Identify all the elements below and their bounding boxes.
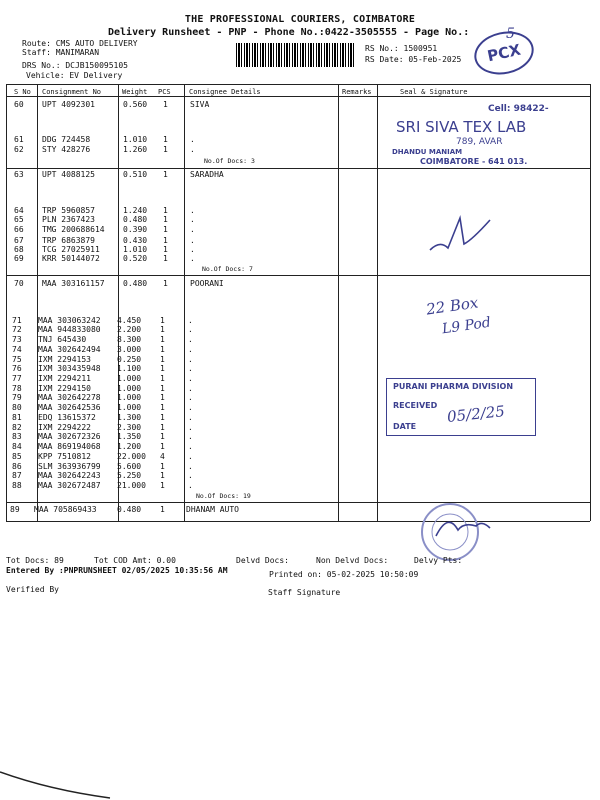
delivery-points: Delvy Pts: [414,556,463,565]
row-consignment: UPT 4092301 [42,100,95,109]
row-consignment: KPP 7510812 [38,452,91,461]
route-label: Route: CMS AUTO DELIVERY [22,39,138,48]
row-consignee: SIVA [190,100,210,109]
row-sno: 70 [14,279,24,288]
row-sno: 83 [12,432,22,441]
row-consignee: . [190,236,195,245]
row-sno: 72 [12,325,22,334]
row-weight: 0.480 [117,505,142,514]
row-pcs: 1 [160,384,165,393]
group-divider [6,275,590,276]
row-pcs: 1 [160,462,165,471]
row-sno: 74 [12,345,22,354]
row-pcs: 1 [160,413,165,422]
row-consignee: . [188,355,193,364]
row-pcs: 1 [163,245,168,254]
row-weight: 1.000 [117,403,142,412]
row-weight: 0.560 [123,100,148,109]
row-sno: 60 [14,100,24,109]
row-consignment: MAA 303161157 [42,279,105,288]
row-sno: 73 [12,335,22,344]
row-pcs: 1 [160,403,165,412]
row-weight: 3.000 [117,345,142,354]
row-consignment: TCG 27025911 [42,245,100,254]
row-consignee: . [188,345,193,354]
row-pcs: 1 [160,432,165,441]
row-consignment: MAA 944833080 [38,325,101,334]
row-weight: 1.350 [117,432,142,441]
poorani-stamp-received: RECEIVED [393,401,438,410]
row-pcs: 1 [160,345,165,354]
siva-stamp-city: COIMBATORE - 641 013. [420,157,528,166]
row-pcs: 1 [160,505,165,514]
row-consignment: IXM 303435948 [38,364,101,373]
row-weight: 0.520 [123,254,148,263]
row-weight: 0.510 [123,170,148,179]
row-sno: 62 [14,145,24,154]
vehicle-label: Vehicle: EV Delivery [26,71,123,80]
row-consignment: EDQ 13615372 [38,413,96,422]
column-header-consignment: Consignment No [42,88,102,96]
handwritten-box-count: 22 Box [425,293,480,319]
column-header-pcs: PCS [158,88,171,96]
row-weight: 1.010 [123,245,148,254]
row-pcs: 1 [163,279,168,288]
table-top-border [6,84,590,85]
row-sno: 79 [12,393,22,402]
row-consignee: . [188,384,193,393]
row-sno: 82 [12,423,22,432]
row-pcs: 1 [163,206,168,215]
signature-saradha [420,210,500,260]
row-consignment: IXM 2294211 [38,374,91,383]
row-consignee: . [188,374,193,383]
row-consignment: PLN 2367423 [42,215,95,224]
row-sno: 80 [12,403,22,412]
row-pcs: 1 [160,481,165,490]
row-weight: 2.200 [117,325,142,334]
row-sno: 87 [12,471,22,480]
row-pcs: 1 [160,335,165,344]
table-header-border [6,96,590,97]
row-consignment: TNJ 645430 [38,335,87,344]
staff-signature: Staff Signature [268,588,341,597]
row-consignee: SARADHA [190,170,224,179]
row-pcs: 1 [160,374,165,383]
row-consignee: . [188,335,193,344]
row-weight: 5.250 [117,471,142,480]
row-pcs: 1 [163,170,168,179]
column-header-sno: S No [14,88,31,96]
row-sno: 78 [12,384,22,393]
column-header-consignee: Consignee Details [189,88,261,96]
siva-stamp-address: 789, AVAR [456,137,503,147]
row-sno: 75 [12,355,22,364]
row-weight: 5.600 [117,462,142,471]
row-consignee: . [188,316,193,325]
row-pcs: 1 [163,135,168,144]
row-pcs: 1 [160,364,165,373]
entered-by: Entered By :PNPRUNSHEET 02/05/2025 10:35:56 AM [6,566,228,575]
handwritten-pod-note: L9 Pod [441,314,492,338]
row-sno: 77 [12,374,22,383]
row-pcs: 1 [163,225,168,234]
company-title: THE PROFESSIONAL COURIERS, COIMBATORE [184,14,416,25]
row-weight: 0.480 [123,279,148,288]
row-consignee: . [188,413,193,422]
docs-count: No.Of Docs: 7 [202,265,253,273]
row-consignee: . [188,325,193,334]
row-weight: 0.480 [123,215,148,224]
total-cod-amount: Tot COD Amt: 0.00 [94,556,176,565]
row-pcs: 1 [160,423,165,432]
row-pcs: 1 [163,236,168,245]
row-consignment: UPT 4088125 [42,170,95,179]
page-number-handwritten: 5 [506,26,515,42]
column-divider [184,84,185,521]
row-sno: 64 [14,206,24,215]
row-sno: 81 [12,413,22,422]
row-sno: 86 [12,462,22,471]
row-sno: 85 [12,452,22,461]
row-consignment: MAA 302672487 [38,481,101,490]
row-consignment: DDG 724458 [42,135,91,144]
row-sno: 84 [12,442,22,451]
row-consignee: . [190,206,195,215]
row-consignment: MAA 302642494 [38,345,101,354]
row-pcs: 1 [163,254,168,263]
row-consignee: . [188,432,193,441]
column-divider [377,84,378,521]
row-pcs: 1 [160,442,165,451]
row-weight: 2.300 [117,423,142,432]
row-weight: 22.000 [117,452,146,461]
row-consignee: . [190,245,195,254]
row-weight: 4.450 [117,316,142,325]
row-pcs: 1 [160,355,165,364]
row-consignment: IXM 2294222 [38,423,91,432]
row-weight: 1.200 [117,442,142,451]
row-consignee: . [188,403,193,412]
row-pcs: 1 [163,145,168,154]
row-weight: 1.000 [117,384,142,393]
row-pcs: 1 [163,100,168,109]
row-weight: 21.000 [117,481,146,490]
row-consignee: . [188,393,193,402]
row-sno: 65 [14,215,24,224]
group-divider [6,168,590,169]
staff-label: Staff: MANIMARAN [22,48,100,57]
rs-number: RS No.: 1500951 [365,44,438,53]
row-sno: 76 [12,364,22,373]
poorani-stamp-title: PURANI PHARMA DIVISION [393,382,514,391]
row-pcs: 1 [160,316,165,325]
row-consignee: . [188,423,193,432]
siva-stamp-name: SRI SIVA TEX LAB [396,118,527,136]
row-weight: 0.250 [117,355,142,364]
column-divider [590,84,591,521]
rs-date: RS Date: 05-Feb-2025 [365,55,462,64]
table-bottom-border [6,521,590,522]
row-consignment: IXM 2294153 [38,355,91,364]
siva-stamp-cell: Cell: 98422- [488,104,549,114]
docs-count: No.Of Docs: 3 [204,157,255,165]
siva-stamp-street: DHANDU MANIAM [392,148,463,156]
barcode [236,43,356,67]
row-sno: 67 [14,236,24,245]
row-sno: 89 [10,505,20,514]
runsheet-title: Delivery Runsheet - PNP - Phone No.:0422-3505555 - Page No.: [108,27,470,38]
row-sno: 69 [14,254,24,263]
row-weight: 0.390 [123,225,148,234]
row-consignee: . [188,452,193,461]
row-weight: 1.240 [123,206,148,215]
poorani-stamp-box [386,378,536,436]
row-consignment: SLM 363936799 [38,462,101,471]
column-divider [6,84,7,521]
row-sno: 61 [14,135,24,144]
row-consignment: MAA 302642278 [38,393,101,402]
row-consignee: . [188,364,193,373]
row-consignee: . [188,471,193,480]
row-weight: 0.430 [123,236,148,245]
row-consignment: MAA 302672326 [38,432,101,441]
row-sno: 63 [14,170,24,179]
row-consignment: MAA 705869433 [34,505,97,514]
row-consignee: POORANI [190,279,224,288]
poorani-stamp-date: DATE [393,422,417,431]
row-consignee: DHANAM AUTO [186,505,239,514]
row-pcs: 1 [160,325,165,334]
row-consignee: . [190,254,195,263]
total-docs: Tot Docs: 89 [6,556,64,565]
row-consignee: . [188,442,193,451]
row-sno: 66 [14,225,24,234]
poorani-date-handwritten: 05/2/25 [446,402,506,426]
row-weight: 1.260 [123,145,148,154]
printed-on: Printed on: 05-02-2025 10:50:09 [269,570,419,579]
column-header-seal: Seal & Signature [400,88,468,96]
row-consignee: . [188,462,193,471]
row-sno: 71 [12,316,22,325]
row-pcs: 1 [160,471,165,480]
row-consignment: MAA 302642243 [38,471,101,480]
row-consignee: . [190,225,195,234]
row-consignment: MAA 303063242 [38,316,101,325]
docs-count: No.Of Docs: 19 [196,492,251,500]
row-consignment: MAA 869194068 [38,442,101,451]
row-sno: 68 [14,245,24,254]
row-consignment: TMG 200688614 [42,225,105,234]
pcx-stamp: PCX [470,26,537,80]
row-pcs: 4 [160,452,165,461]
row-pcs: 1 [160,393,165,402]
row-consignee: . [188,481,193,490]
drs-number: DRS No.: DCJB150095105 [22,61,128,70]
group-divider [6,502,590,503]
row-consignment: IXM 2294150 [38,384,91,393]
row-consignment: MAA 302642536 [38,403,101,412]
row-weight: 1.100 [117,364,142,373]
row-sno: 88 [12,481,22,490]
verified-by: Verified By [6,585,59,594]
row-consignee: . [190,135,195,144]
delivered-docs: Delvd Docs: [236,556,289,565]
non-delivered-docs: Non Delvd Docs: [316,556,389,565]
row-consignment: TRP 6863879 [42,236,95,245]
row-weight: 1.000 [117,393,142,402]
row-consignee: . [190,215,195,224]
row-weight: 1.010 [123,135,148,144]
column-header-remarks: Remarks [342,88,372,96]
row-consignment: TRP 5960857 [42,206,95,215]
row-consignment: STY 428276 [42,145,91,154]
column-divider [338,84,339,521]
row-weight: 8.300 [117,335,142,344]
row-consignee: . [190,145,195,154]
scan-edge-line [0,760,120,800]
column-header-weight: Weight [122,88,148,96]
row-weight: 1.300 [117,413,142,422]
row-consignment: KRR 50144072 [42,254,100,263]
row-pcs: 1 [163,215,168,224]
row-weight: 1.000 [117,374,142,383]
